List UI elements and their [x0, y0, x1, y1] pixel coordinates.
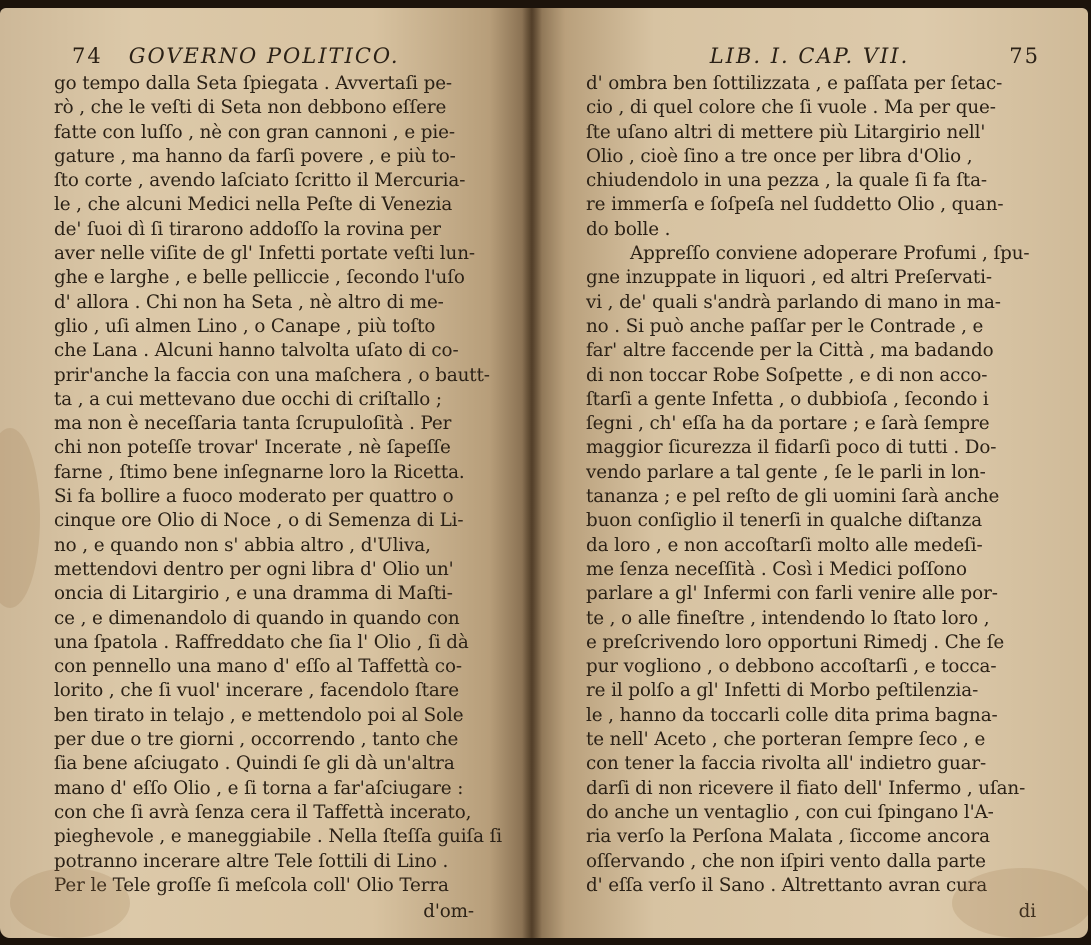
- text-line: oncia di Litargirio , e una dramma di Maſti-: [54, 583, 453, 605]
- text-line: Per le Tele groſſe ſi meſcola coll' Olio Terra: [54, 874, 449, 896]
- text-line: Appreſſo conviene adoperare Profumi , ſpu-: [630, 243, 1030, 265]
- text-line: le , hanno da toccarli colle dita prima bagna-: [586, 704, 998, 726]
- text-line: pieghevole , e maneggiabile . Nella ſteſſa guiſa ſi: [54, 826, 503, 848]
- text-line: pur vogliono , o debbono accoſtarſi , e tocca-: [586, 656, 997, 678]
- text-line: ſte uſano altri di mettere più Litargirio nell': [586, 121, 986, 143]
- left-running-title: GOVERNO POLITICO.: [128, 44, 400, 68]
- text-line: mano d' eſſo Olio , e ſi torna a far'aſciugare :: [54, 777, 464, 799]
- text-line: prir'anche la faccia con una maſchera , o bautt-: [54, 364, 490, 386]
- left-running-head: [40, 44, 514, 70]
- text-line: te , o alle fineſtre , intendendo lo ſtato loro ,: [586, 607, 990, 629]
- text-line: no . Si può anche paſſar per le Contrade , e: [586, 315, 984, 337]
- text-line: lorito , che ſi vuol' incerare , facendolo ſtare: [54, 680, 460, 702]
- text-line: tananza ; e pel reſto de gli uomini ſarà anche: [586, 486, 1000, 508]
- text-line: potranno incerare altre Tele ſottili di Lino .: [54, 850, 449, 872]
- text-line: glio , uſi almen Lino , o Canape , più toſto: [54, 315, 436, 337]
- text-line: una ſpatola . Raffreddato che ſia l' Olio , ſi dà: [54, 631, 469, 653]
- text-line: fatte con luſſo , nè con gran cannoni , e pie-: [54, 121, 455, 143]
- text-line: buon conſiglio il tenerſi in qualche diſtanza: [586, 510, 983, 532]
- left-catchword: d'om-: [423, 901, 474, 923]
- text-line: mettendovi dentro per ogni libra d' Olio un': [54, 558, 454, 580]
- text-line: Olio , cioè ſino a tre once per libra d'Olio ,: [586, 145, 973, 167]
- text-line: far' altre faccende per la Città , ma badando: [586, 340, 994, 362]
- text-line: ria verſo la Perſona Malata , ſiccome ancora: [586, 826, 990, 848]
- left-page: [0, 8, 532, 938]
- right-page-body: [560, 72, 1044, 898]
- text-line: chiudendolo in una pezza , la quale ſi fa ſta-: [586, 170, 988, 192]
- text-line: no , e quando non s' abbia altro , d'Uliva,: [54, 534, 431, 556]
- text-line: aver nelle viſite de gl' Infetti portate veſti lun-: [54, 243, 475, 265]
- text-line: ta , a cui mettevano due occhi di criſtallo ;: [54, 388, 442, 410]
- text-line: ſegni , ch' eſſa ha da portare ; e ſarà ſempre: [586, 413, 990, 435]
- text-line: ſia bene aſciugato . Quindi ſe gli dà un'altra: [54, 753, 455, 775]
- text-line: e preſcrivendo loro opportuni Rimedj . Che ſe: [586, 631, 1005, 653]
- text-line: cio , di quel colore che ſi vuole . Ma per que-: [586, 97, 996, 119]
- text-line: le , che alcuni Medici nella Peſte di Venezia: [54, 194, 453, 216]
- text-line: re immerſa e ſoſpeſa nel ſuddetto Olio , quan-: [586, 194, 1004, 216]
- text-line: per due o tre giorni , occorrendo , tanto che: [54, 729, 459, 751]
- text-line: vi , de' quali s'andrà parlando di mano in ma-: [586, 291, 1001, 313]
- right-running-title: LIB. I. CAP. VII.: [709, 44, 910, 68]
- right-catchword: di: [1018, 901, 1036, 923]
- text-line: ma non è neceſſaria tanta ſcrupuloſità . Per: [54, 413, 452, 435]
- text-line: re il polſo a gl' Infetti di Morbo peſtilenzia-: [586, 680, 979, 702]
- text-line: ben tirato in telajo , e mettendolo poi al Sole: [54, 704, 464, 726]
- text-line: Si fa bollire a fuoco moderato per quattro o: [54, 486, 454, 508]
- text-line: con pennello una mano d' eſſo al Taffettà co-: [54, 656, 462, 678]
- right-page: [532, 8, 1088, 938]
- text-line: gne inzuppate in liquori , ed altri Preſervati-: [586, 267, 992, 289]
- text-line: te nell' Aceto , che porteran ſempre ſeco , e: [586, 729, 986, 751]
- left-page-body: [40, 72, 514, 898]
- text-line: darſi di non ricevere il fiato dell' Infermo , uſan-: [586, 777, 1026, 799]
- text-line: rò , che le veſti di Seta non debbono eſſere: [54, 97, 447, 119]
- text-line: do bolle .: [586, 218, 671, 240]
- text-line: ce , e dimenandolo di quando in quando con: [54, 607, 460, 629]
- text-line: vendo parlare a tal gente , ſe le parli in lon-: [586, 461, 986, 483]
- paper-stain: [0, 428, 40, 608]
- text-line: che Lana . Alcuni hanno talvolta uſato di co-: [54, 340, 459, 362]
- text-line: me ſenza neceſſità . Così i Medici poſſono: [586, 558, 967, 580]
- text-line: maggior ſicurezza il fidarſi poco di tutti . Do-: [586, 437, 997, 459]
- text-line: go tempo dalla Seta ſpiegata . Avvertaſi pe-: [54, 73, 453, 94]
- right-page-number: 75: [1009, 44, 1040, 68]
- text-line: d' allora . Chi non ha Seta , nè altro di me-: [54, 291, 444, 313]
- book-gutter: [522, 8, 542, 938]
- text-line: ſto corte , avendo laſciato ſcritto il Mercuria-: [54, 170, 466, 192]
- text-line: cinque ore Olio di Noce , o di Semenza di Li-: [54, 510, 464, 532]
- text-line: di non toccar Robe Soſpette , e di non acco-: [586, 364, 988, 386]
- text-line: do anche un ventaglio , con cui ſpingano l'A-: [586, 801, 994, 823]
- text-line: ſtarſi a gente Infetta , o dubbioſa , ſecondo i: [586, 388, 989, 410]
- text-line: oſſervando , che non iſpiri vento dalla parte: [586, 850, 986, 872]
- left-page-number: 74: [72, 44, 103, 68]
- text-line: con che ſi avrà ſenza cera il Taffettà incerato,: [54, 801, 472, 823]
- text-line: con tener la faccia rivolta all' indietro guar-: [586, 753, 987, 775]
- right-running-head: [560, 44, 1044, 70]
- text-line: da loro , e non accoſtarſi molto alle medeſi-: [586, 534, 983, 556]
- text-line: de' ſuoi dì ſi tirarono addoſſo la rovina per: [54, 218, 441, 240]
- text-line: gature , ma hanno da farſi povere , e più to-: [54, 145, 456, 167]
- text-line: d' eſſa verſo il Sano . Altrettanto avran cura: [586, 874, 988, 896]
- text-line: farne , ſtimo bene inſegnarne loro la Ricetta.: [54, 461, 465, 483]
- text-line: chi non poteſſe trovar' Incerate , nè ſapeſſe: [54, 437, 451, 459]
- text-line: ghe e larghe , e belle pelliccie , ſecondo l'uſo: [54, 267, 465, 289]
- text-line: parlare a gl' Infermi con farli venire alle por-: [586, 583, 998, 605]
- text-line: d' ombra ben ſottilizzata , e paſſata per ſetac-: [586, 73, 1003, 94]
